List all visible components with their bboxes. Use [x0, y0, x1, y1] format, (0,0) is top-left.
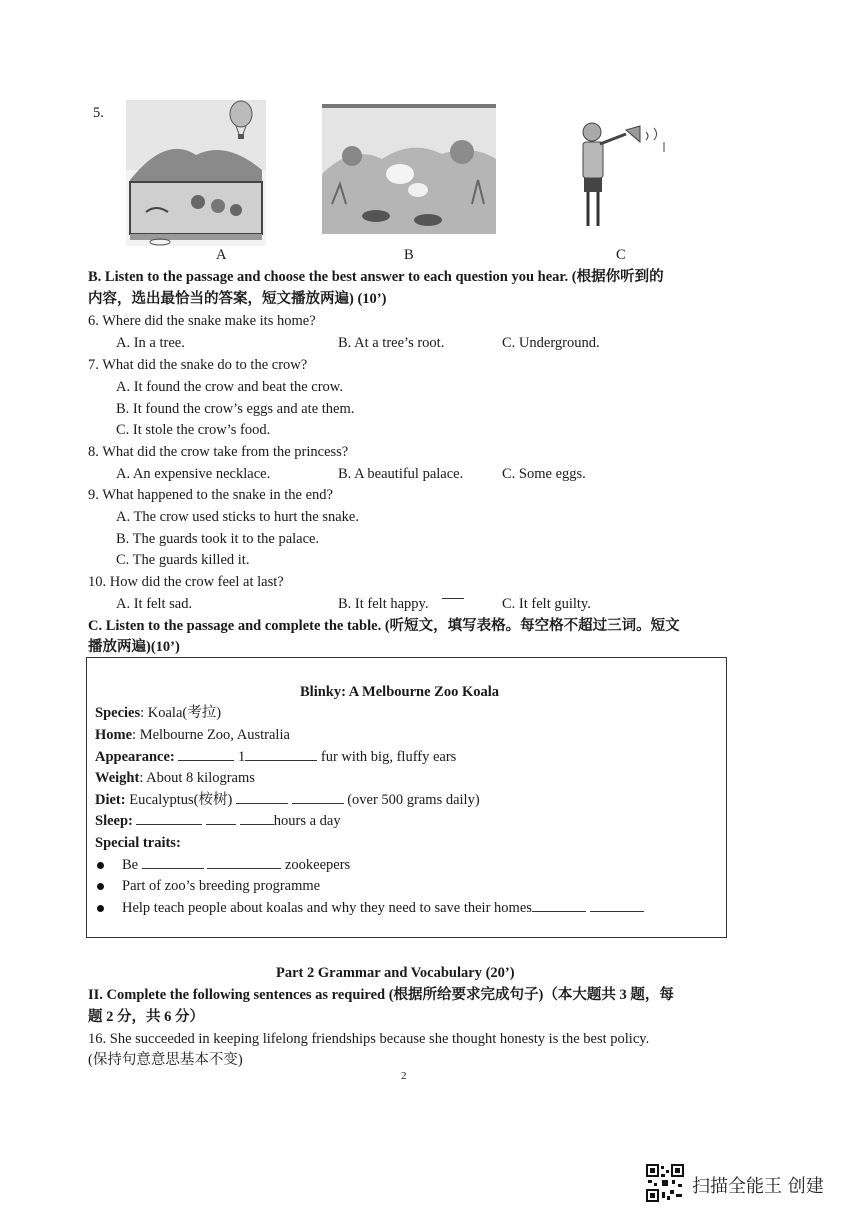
- qr-code-icon: [646, 1164, 684, 1202]
- picture-b-park-scene: [322, 104, 496, 234]
- picture-label-b: B: [404, 247, 414, 263]
- question-6: 6. Where did the snake make its home?: [88, 313, 316, 329]
- question-10-option-c: C. It felt guilty.: [502, 596, 591, 612]
- appearance-blank-2[interactable]: [245, 748, 317, 761]
- appearance-label: Appearance:: [95, 749, 175, 765]
- table-title: Blinky: A Melbourne Zoo Koala: [300, 684, 499, 700]
- question-5-number: 5.: [93, 105, 104, 121]
- row-home: [95, 726, 290, 744]
- trait-1-suffix: zookeepers: [284, 857, 351, 873]
- trait-3-text: Help teach people about koalas and why they need to save their homes: [122, 900, 532, 916]
- sleep-blank-2[interactable]: [206, 812, 236, 825]
- sleep-rest: hours a day: [273, 813, 341, 829]
- section-b-heading-line2: 内容，选出最恰当的答案，短文播放两遍) (10’): [88, 291, 387, 307]
- part-2-title: Part 2 Grammar and Vocabulary (20’): [276, 965, 515, 981]
- row-diet: [95, 791, 480, 809]
- question-8-option-a: A. An expensive necklace.: [116, 466, 271, 482]
- page-number: 2: [401, 1070, 407, 1082]
- question-9-option-a: A. The crow used sticks to hurt the snake.: [116, 509, 359, 525]
- section-ii-heading-line2: 题 2 分，共 6 分）: [88, 1009, 204, 1025]
- bullet-icon: [97, 862, 104, 869]
- stray-mark: [442, 598, 464, 599]
- picture-label-a: A: [216, 247, 227, 263]
- diet-blank-2[interactable]: [292, 791, 344, 804]
- species-label: Species: [95, 705, 141, 721]
- question-9: 9. What happened to the snake in the end?: [88, 487, 333, 503]
- question-6-option-b: B. At a tree’s root.: [338, 335, 445, 351]
- trait-2-text: Part of zoo’s breeding programme: [122, 878, 321, 894]
- diet-label: Diet:: [95, 792, 126, 808]
- special-traits-label: Special traits:: [95, 835, 181, 851]
- question-10-option-b: B. It felt happy.: [338, 596, 429, 612]
- question-9-option-c: C. The guards killed it.: [116, 552, 250, 568]
- picture-label-c: C: [616, 247, 626, 263]
- question-6-option-a: A. In a tree.: [116, 335, 185, 351]
- bullet-icon: [97, 905, 104, 912]
- question-8-option-b: B. A beautiful palace.: [338, 466, 464, 482]
- question-10: 10. How did the crow feel at last?: [88, 574, 284, 590]
- question-7-option-a: A. It found the crow and beat the crow.: [116, 379, 343, 395]
- trait-3-blank-1[interactable]: [532, 899, 586, 912]
- weight-label: Weight: [95, 770, 140, 786]
- trait-1-prefix: Be: [122, 857, 139, 873]
- question-9-option-b: B. The guards took it to the palace.: [116, 531, 320, 547]
- trait-2: [97, 877, 320, 895]
- section-ii-heading-line1: II. Complete the following sentences as required (根据所给要求完成句子)（本大题共 3 题，每: [88, 987, 674, 1003]
- diet-rest: (over 500 grams daily): [347, 792, 480, 808]
- row-weight: [95, 769, 255, 787]
- section-c-heading-line1: C. Listen to the passage and complete the table. (听短文，填写表格。每空格不超过三词。短文: [88, 618, 680, 634]
- question-16-note: (保持句意意思基本不变): [88, 1052, 243, 1068]
- section-b-heading-line1: B. Listen to the passage and choose the best answer to each question you hear. (根据你听到的: [88, 269, 664, 285]
- trait-1-blank-1[interactable]: [142, 856, 204, 869]
- appearance-rest: fur with big, fluffy ears: [320, 749, 457, 765]
- picture-a-swimming-scene: [126, 100, 266, 246]
- question-7-option-b: B. It found the crow’s eggs and ate them.: [116, 401, 355, 417]
- appearance-blank-number: 1: [238, 749, 246, 765]
- trait-1: [97, 856, 350, 874]
- question-6-option-c: C. Underground.: [502, 335, 600, 351]
- picture-c-trumpet-player: [574, 118, 674, 236]
- question-10-option-a: A. It felt sad.: [116, 596, 193, 612]
- trait-1-blank-2[interactable]: [207, 856, 281, 869]
- trait-3: [97, 899, 644, 917]
- weight-value: : About 8 kilograms: [139, 770, 255, 786]
- question-7-option-c: C. It stole the crow’s food.: [116, 422, 271, 438]
- home-label: Home: [95, 727, 133, 743]
- sleep-label: Sleep:: [95, 813, 133, 829]
- trait-3-blank-2[interactable]: [590, 899, 644, 912]
- question-8: 8. What did the crow take from the princess?: [88, 444, 349, 460]
- sleep-blank-3[interactable]: [240, 812, 274, 825]
- question-8-option-c: C. Some eggs.: [502, 466, 586, 482]
- question-16: 16. She succeeded in keeping lifelong friendships because she thought honesty is the best policy.: [88, 1031, 650, 1047]
- home-value: : Melbourne Zoo, Australia: [132, 727, 290, 743]
- row-species: [95, 704, 221, 722]
- sleep-blank-1[interactable]: [136, 812, 202, 825]
- diet-blank-1[interactable]: [236, 791, 288, 804]
- scanner-watermark: 扫描全能王 创建: [692, 1176, 824, 1197]
- diet-value: Eucalyptus(桉树): [125, 792, 233, 808]
- question-7: 7. What did the snake do to the crow?: [88, 357, 308, 373]
- bullet-icon: [97, 883, 104, 890]
- appearance-blank-1[interactable]: [178, 748, 234, 761]
- row-sleep: [95, 812, 341, 830]
- row-appearance: [95, 748, 456, 766]
- species-value: : Koala(考拉): [140, 705, 222, 721]
- section-c-heading-line2: 播放两遍)(10’): [88, 639, 180, 655]
